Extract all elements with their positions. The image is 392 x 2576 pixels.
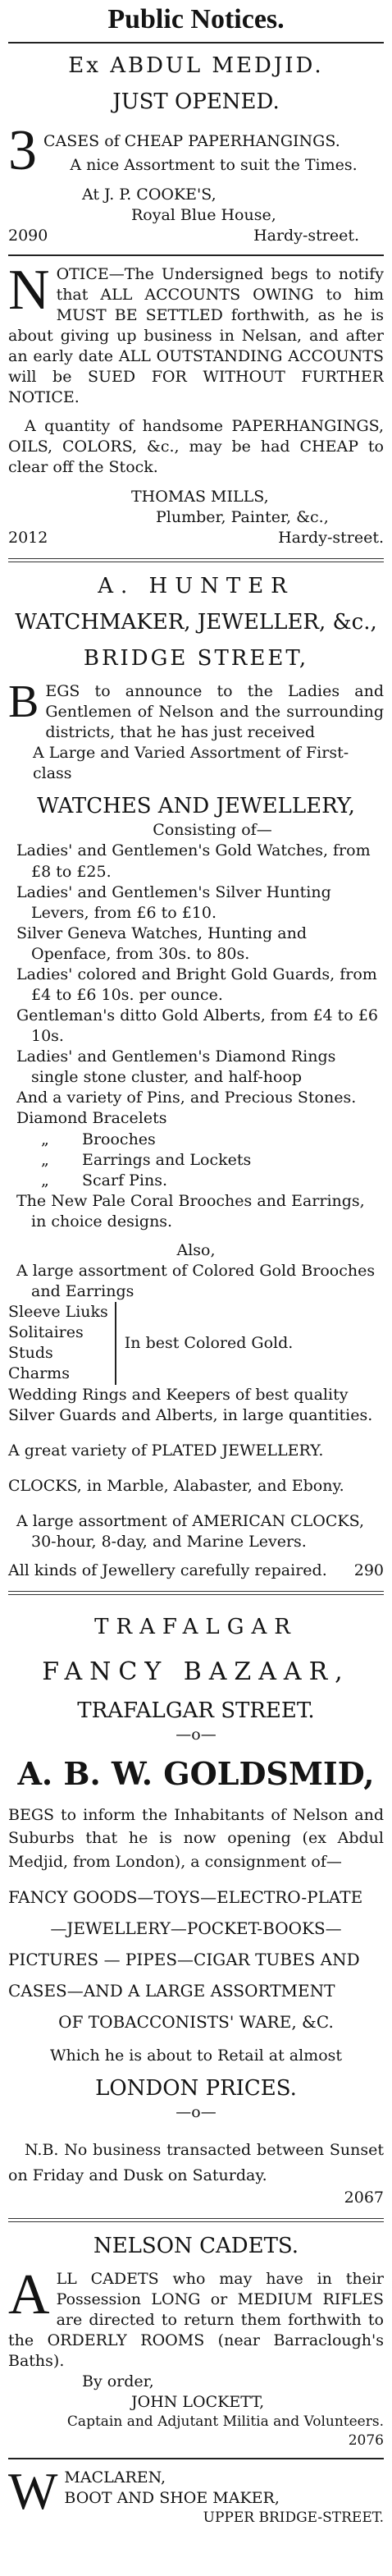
bracket-item: Charms [8,1364,70,1383]
ad-number: 2067 [344,2189,384,2207]
ad-number: 290 [353,1561,384,1579]
ad-number: 2012 [8,528,48,547]
list-item: Ladies' and Gentlemen's Silver Hunting Levers, from £6 to £10. [16,882,331,922]
hunter-name: A. HUNTER [98,573,294,598]
drop-letter: N [8,264,50,322]
bracket-text: In best Colored Gold. [124,1333,294,1352]
shop-name: At J. P. COOKE'S, [82,185,217,204]
bazaar-heading-1: TRAFALGAR [94,1615,298,1640]
consisting-line: Consisting of— [153,821,272,840]
intro-text: EGS to announce to the Ladies and Gentlemen of Nelson and the surrounding districts, that he has just received [45,681,384,741]
wedding-line: Wedding Rings and Keepers of best quality [8,1385,349,1404]
bracket-item: Studs [8,1344,53,1363]
merchant-name: A. B. W. GOLDSMID, [17,1755,375,1793]
officer-name: JOHN LOCKETT, [131,2393,265,2412]
hunter-trade: WATCHMAKER, JEWELLER, &c., [15,610,377,635]
signer-street: Hardy-street. [278,528,384,547]
maclaren-advertisement [8,2468,384,2528]
retail-line: Which he is about to Retail at almost [49,2047,343,2065]
also-line: Also, [176,1240,216,1259]
notice-text: OTICE—The Undersigned begs to notify that ALL ACCOUNTS OWING to him MUST BE SETTLED forthwith, as he is about giving up business in Nelsan, and after an early date ALL OUTSTANDING ACCOUNTS will be SUED FOR WITHOUT FURTHER NOTICE. [8,264,384,407]
cadets-notice [8,2232,384,2450]
separator: —o— [175,1726,217,1744]
ad-number: 2090 [8,226,48,245]
signer-trade: Plumber, Painter, &c., [156,507,329,526]
maker-street: UPPER BRIDGE-STREET. [203,2510,384,2527]
list-item: Silver Geneva Watches, Hunting and Openface, from 30s. to 80s. [16,924,307,963]
shop-street: Hardy-street. [253,226,359,245]
list-item: Gentleman's ditto Gold Alberts, from £4 to £6 10s. [16,1006,378,1046]
just-opened-heading: JUST OPENED. [112,89,280,115]
ditto-item: „ Brooches [41,1130,156,1148]
bracket-group [8,1302,384,1384]
list-item: The New Pale Coral Brooches and Earrings, in choice designs. [16,1191,365,1231]
goods-line: —JEWELLERY—POCKET-BOOKS— [50,1918,342,1938]
double-divider [8,558,384,562]
hunter-street: BRIDGE STREET, [83,646,309,672]
watches-headline: WATCHES AND JEWELLERY, [37,794,355,819]
goldsmid-advertisement [8,1605,384,2208]
ditto-item: „ Scarf Pins. [41,1171,168,1189]
list-item: Ladies' and Gentlemen's Diamond Rings single stone cluster, and half-hoop [16,1047,336,1087]
mills-notice [8,264,384,548]
shop-house: Royal Blue House, [131,205,276,224]
bracket-item: Sleeve Liuks [8,1303,108,1322]
bazaar-street: TRAFALGAR STREET. [77,1698,315,1723]
goods-line: CASES—AND A LARGE ASSORTMENT [8,1981,335,2001]
list-item: Diamond Bracelets [16,1109,167,1128]
list-item: And a variety of Pins, and Precious Stones. [16,1089,357,1107]
nb-text: N.B. No business transacted between Sunset on Friday and Dusk on Saturday. [8,2141,384,2184]
maker-name: MACLAREN, [64,2468,166,2487]
prices-line: LONDON PRICES. [95,2076,297,2102]
officer-rank: Captain and Adjutant Militia and Volunteers. [66,2413,384,2431]
american-clocks-line: A large assortment of AMERICAN CLOCKS, 30-hour, 8-day, and Marine Levers. [16,1511,364,1551]
double-divider [8,1591,384,1595]
drop-letter: A [8,2268,50,2326]
cadets-title: NELSON CADETS. [93,2234,299,2259]
separator: —o— [175,2103,217,2122]
cooke-advertisement [8,52,384,246]
double-divider [8,2218,384,2222]
hunter-advertisement [8,572,384,1581]
quantity-text: A quantity of handsome PAPERHANGINGS, OILS, COLORS, &c., may be had CHEAP to clear off the Stock. [8,417,384,477]
bazaar-heading-2: FANCY BAZAAR, [42,1657,350,1687]
items-list [8,841,384,1231]
colored-gold-line: A large assortment of Colored Gold Brooches and Earrings [16,1262,376,1301]
section-title: Public Notices. [8,0,384,44]
by-order: By order, [82,2372,154,2391]
divider [8,254,384,256]
goods-list [8,1882,384,2037]
cadets-body: LL CADETS who may have in their Possession LONG or MEDIUM RIFLES are directed to return them forthwith to the ORDERLY ROOMS (near Barraclough's Baths). [8,2269,384,2370]
drop-letter: B [8,681,39,727]
goods-line: PICTURES — PIPES—CIGAR TUBES AND [8,1950,360,1969]
list-item: Ladies' and Gentlemen's Gold Watches, from £8 to £25. [16,841,371,881]
repaired-line: All kinds of Jewellery carefully repaired. [8,1561,327,1579]
guards-line: Silver Guards and Alberts, in large quantities. [8,1405,373,1424]
drop-numeral: 3 [8,124,37,176]
assortment-line: A Large and Varied Assortment of First-class [33,743,349,782]
maker-trade: BOOT AND SHOE MAKER, [64,2489,280,2508]
ditto-item: „ Earrings and Lockets [41,1150,252,1169]
goods-line: FANCY GOODS—TOYS—ELECTRO-PLATE [8,1887,363,1907]
intro-text: BEGS to inform the Inhabitants of Nelson and Suburbs that he is now opening (ex Abdul Medjid, from London), a consignment of— [8,1805,384,1871]
signer-name: THOMAS MILLS, [131,487,269,506]
cases-line: CASES of CHEAP PAPERHANGINGS. [43,131,340,150]
bracket-item: Solitaires [8,1323,84,1342]
divider [8,2458,384,2459]
goods-line: OF TOBACCONISTS' WARE, &C. [58,2012,334,2032]
plated-line: A great variety of PLATED JEWELLERY. [8,1441,324,1460]
list-item: Ladies' colored and Bright Gold Guards, from £4 to £6 10s. per ounce. [16,965,377,1005]
clocks-line: CLOCKS, in Marble, Alabaster, and Ebony. [8,1476,344,1495]
ad-number: 2076 [348,2432,384,2449]
assortment-line: A nice Assortment to suit the Times. [70,155,358,174]
drop-letter: W [8,2468,58,2521]
ship-heading: Ex ABDUL MEDJID. [68,53,324,78]
